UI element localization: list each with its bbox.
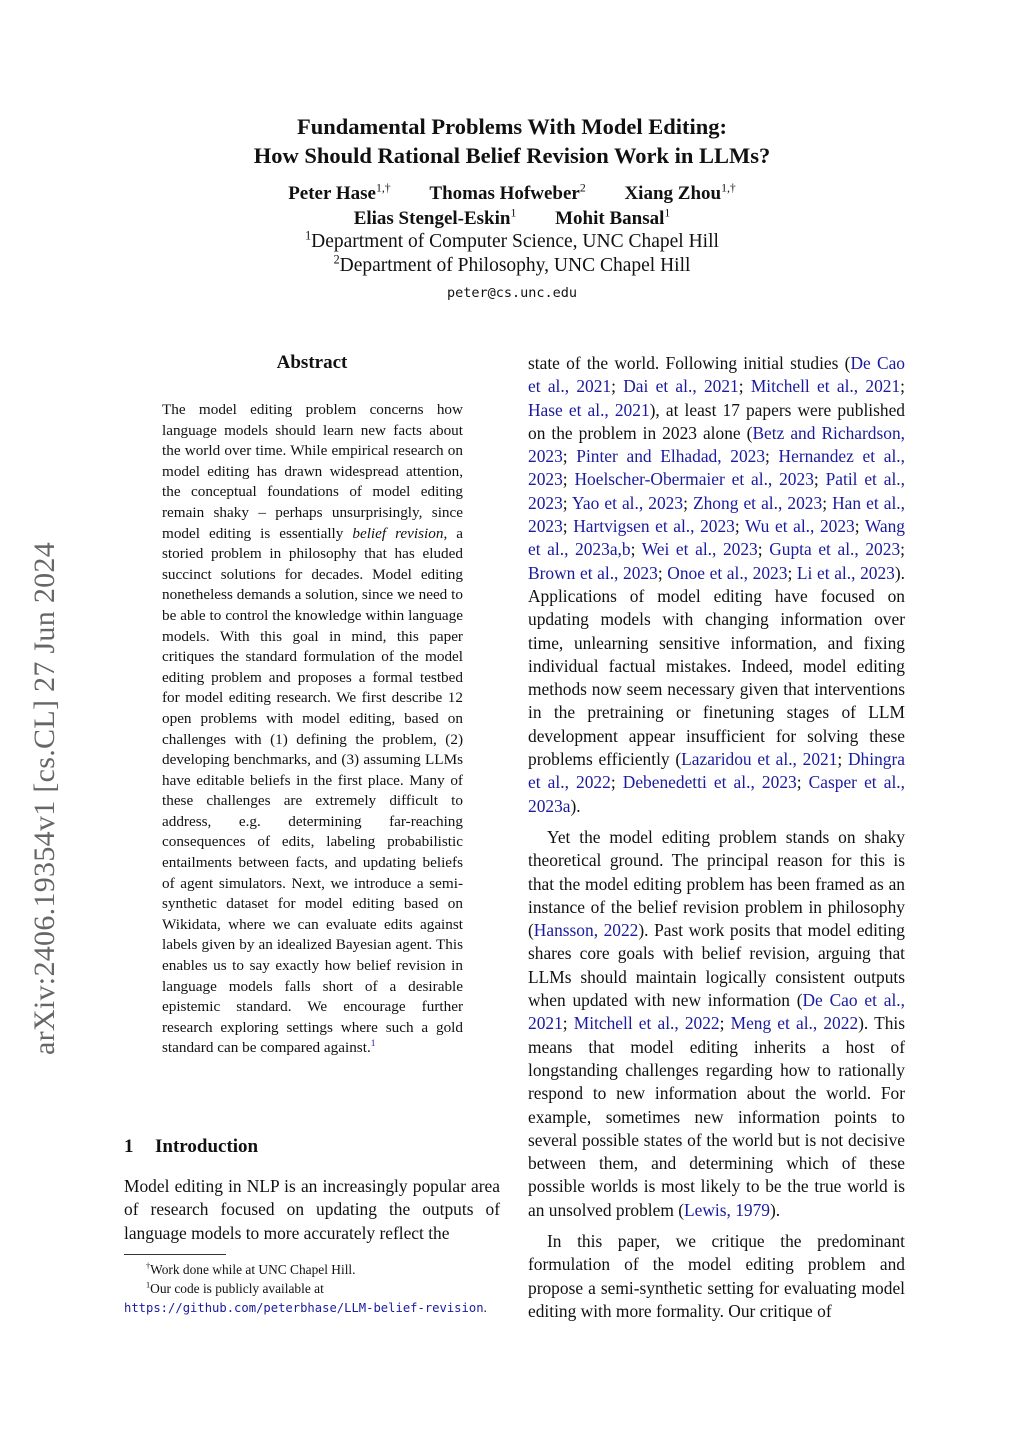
right-paragraph-2 xyxy=(528,826,905,1222)
citation-link[interactable]: Han et al., 2023 xyxy=(528,492,906,537)
paragraph-text: ). xyxy=(769,1199,781,1220)
footnote-text: . xyxy=(483,1300,487,1315)
title-line-1: Fundamental Problems With Model Editing: xyxy=(296,114,728,139)
abstract-body xyxy=(162,400,463,1059)
affiliation-mark: 2 xyxy=(333,252,340,267)
abstract-heading: Abstract xyxy=(276,352,348,373)
author-name: Thomas Hofweber xyxy=(429,183,580,204)
author-affil-mark: 1,† xyxy=(375,181,391,195)
author-affil-mark: 2 xyxy=(579,181,586,195)
section-title: Introduction xyxy=(155,1136,259,1157)
citation-link[interactable]: Hoelscher-Obermaier et al., 2023 xyxy=(574,469,814,490)
author-affil-mark: 1 xyxy=(664,206,671,220)
affiliation xyxy=(0,254,1024,278)
footnote-text: Our code is publicly available at xyxy=(150,1281,324,1296)
paragraph-text: state of the world. Following initial studies ( xyxy=(528,353,851,373)
paragraph-text: ). This means that model editing inherits a host of longstanding challenges regarding how to rationally respond to new information about the world. For example, sometimes new information points to several possible states of the world but is not decisive between them, and determining which of these possible worlds is most likely to be the true world is an unsolved problem ( xyxy=(528,1013,906,1220)
section-number: 1 xyxy=(124,1136,134,1157)
paragraph-text: ), at least 17 papers were published on the problem in 2023 alone ( xyxy=(528,399,905,443)
citation-link[interactable]: Dai et al., 2021 xyxy=(623,376,739,397)
section-heading-introduction xyxy=(124,1136,258,1158)
paragraph-text: ; xyxy=(611,376,624,397)
paragraph-text: ; xyxy=(813,469,826,490)
citation-link[interactable]: Lazaridou et al., 2021 xyxy=(681,749,838,770)
abstract-emphasis: belief revision xyxy=(352,524,444,542)
footnote-text: Work done while at UNC Chapel Hill. xyxy=(150,1262,356,1277)
arxiv-sidebar xyxy=(28,455,68,1055)
author-name: Mohit Bansal xyxy=(555,208,665,229)
citation-link[interactable]: Patil et al., 2023 xyxy=(528,469,905,513)
paragraph-text: ; xyxy=(796,772,809,793)
paragraph-text: ; xyxy=(562,1013,574,1034)
citation-link[interactable]: Dhingra et al., 2022 xyxy=(528,749,905,793)
paragraph-text: ; xyxy=(900,376,905,397)
contact-email: peter@cs.unc.edu xyxy=(446,285,578,301)
citation-link[interactable]: Betz and Richardson, 2023 xyxy=(528,422,905,467)
footnote-mark: † xyxy=(146,1261,151,1271)
footnote-rule xyxy=(124,1254,226,1255)
citation-link[interactable]: Wu et al., 2023 xyxy=(744,516,855,537)
author xyxy=(624,181,735,206)
abstract-text: , a storied problem in philosophy that has eluded succinct solutions for decades. Model editing nonetheless demands a solution, since we need to be able to control the knowledge within language models. With this goal in mind, this paper critiques the standard formulation of the model editing problem and proposes a formal testbed for model editing research. We first describe 12 open problems with model editing, based on challenges with (1) defining the problem, (2) developing benchmarks, and (3) assuming LLMs have editable beliefs in the first place. Many of these challenges are extremely difficult to address, e.g. determining far-reaching consequences of edits, labeling probabilistic entailments between facts, and updating beliefs of agent simulators. Next, we introduce a semi-synthetic dataset for model editing based on Wikidata, where we can evaluate edits against labels given by an idealized Bayesian agent. This enables us to say exactly how belief revision in language models falls short of a desirable epistemic standard. We encourage further research exploring settings where such a gold standard can be compared against. xyxy=(162,524,463,1057)
paragraph-text: ; xyxy=(822,492,833,513)
footnote-code xyxy=(124,1279,500,1318)
arxiv-identifier: arXiv:2406.19354v1 [cs.CL] 27 Jun 2024 xyxy=(28,541,61,1055)
paragraph-text: ; xyxy=(854,516,865,537)
affiliation xyxy=(0,230,1024,254)
author-affil-mark: 1,† xyxy=(721,181,736,195)
paragraph-text: ; xyxy=(719,1013,731,1034)
author-name: Xiang Zhou xyxy=(624,183,722,204)
paragraph-text: ; xyxy=(657,562,668,583)
citation-link[interactable]: Onoe et al., 2023 xyxy=(667,562,788,583)
affiliation-mark: 1 xyxy=(305,228,312,243)
paragraph-text: ; xyxy=(610,772,623,793)
citation-link[interactable]: Hartvigsen et al., 2023 xyxy=(573,516,735,537)
author-name: Elias Stengel-Eskin xyxy=(353,208,511,229)
citation-link[interactable]: Lewis, 1979 xyxy=(684,1199,770,1220)
citation-link[interactable]: Mitchell et al., 2022 xyxy=(573,1013,720,1034)
code-repository-link[interactable]: https://github.com/peterbhase/LLM-belief-revision xyxy=(124,1301,484,1315)
paragraph-text: In this paper, we critique the predominant formulation of the model editing problem and propose a semi-synthetic setting for evaluating model editing with more formality. Our critique of xyxy=(528,1230,905,1321)
paragraph-text: ; xyxy=(562,516,574,537)
abstract-text: The model editing problem concerns how language models should learn new facts about the world over time. While empirical research on model editing has drawn widespread attention, the conceptual foundations of model editing remain shaky – perhaps unsurprisingly, since model editing is essentially xyxy=(162,401,463,542)
citation-link[interactable]: Mitchell et al., 2021 xyxy=(750,376,901,397)
right-paragraph-1 xyxy=(528,352,905,818)
paragraph-text: ; xyxy=(734,516,745,537)
paragraph-text: Yet the model editing problem stands on shaky theoretical ground. The principal reason for this is that the model editing problem has been framed as an instance of the belief revision problem in philosophy ( xyxy=(528,826,905,941)
citation-link[interactable]: Brown et al., 2023 xyxy=(528,562,658,583)
affiliations xyxy=(0,230,1024,278)
paragraph-text: ). xyxy=(570,795,581,816)
citation-link[interactable]: Meng et al., 2022 xyxy=(730,1013,859,1034)
author-affil-mark: 1 xyxy=(510,206,517,220)
affiliation-text: Department of Philosophy, UNC Chapel Hill xyxy=(339,255,691,276)
paragraph-text: ; xyxy=(562,446,577,467)
author-list xyxy=(0,181,1024,231)
paragraph-text: ; xyxy=(562,469,575,490)
author-name: Peter Hase xyxy=(288,183,376,204)
author xyxy=(429,181,585,206)
citation-link[interactable]: Gupta et al., 2023 xyxy=(769,539,901,560)
paragraph-text: ; xyxy=(765,446,779,467)
citation-link[interactable]: Casper et al., 2023a xyxy=(528,772,905,816)
paragraph-text: ; xyxy=(787,562,797,583)
citation-link[interactable]: Wang et al., 2023a,b xyxy=(528,516,905,560)
paragraph-text: ; xyxy=(757,539,770,560)
citation-link[interactable]: Debenedetti et al., 2023 xyxy=(622,772,797,793)
paragraph-text: ; xyxy=(900,539,905,560)
right-column xyxy=(528,352,905,1331)
author xyxy=(288,181,390,206)
paragraph-text: ). Past work posits that model editing shares core goals with belief revision, arguing that LLMs should maintain logically consistent outputs when updated with new information ( xyxy=(528,920,905,1011)
citation-link[interactable]: Pinter and Elhadad, 2023 xyxy=(576,446,766,467)
paragraph-text: ; xyxy=(630,539,642,560)
introduction-paragraph: Model editing in NLP is an increasingly popular area of research focused on updating the outputs of language models to more accurately reflect the xyxy=(124,1176,500,1243)
citation-link[interactable]: De Cao et al., 2021 xyxy=(528,353,905,397)
footnote-link-1[interactable]: 1 xyxy=(370,1039,376,1050)
author xyxy=(555,206,670,231)
paragraph-text: ; xyxy=(738,376,751,397)
citation-link[interactable]: Yao et al., 2023 xyxy=(572,492,684,513)
affiliation-text: Department of Computer Science, UNC Chapel Hill xyxy=(311,231,719,252)
citation-link[interactable]: Wei et al., 2023 xyxy=(641,539,758,560)
citation-link[interactable]: Hansson, 2022 xyxy=(533,920,639,941)
paragraph-text: ; xyxy=(562,492,573,513)
citation-link[interactable]: Hernandez et al., 2023 xyxy=(528,446,905,490)
citation-link[interactable]: Zhong et al., 2023 xyxy=(692,492,823,513)
footnotes xyxy=(124,1260,500,1318)
paragraph-text: ; xyxy=(837,749,848,770)
title-line-2: How Should Rational Belief Revision Work in LLMs? xyxy=(253,143,771,168)
citation-link[interactable]: Hase et al., 2021 xyxy=(528,399,650,420)
paragraph-text: ). Applications of model editing have focused on updating models with changing information over time, unlearning sensitive information, and fixing individual factual mistakes. Indeed, model editing methods now seem necessary given that interventions in the pretraining or finetuning stages of LLM development appear insufficient for solving these problems efficiently ( xyxy=(528,562,905,770)
right-paragraph-3 xyxy=(528,1230,905,1323)
citation-link[interactable]: Li et al., 2023 xyxy=(796,562,895,583)
footnote-dagger xyxy=(124,1260,500,1279)
paper-title xyxy=(0,112,1024,170)
author xyxy=(354,206,517,231)
citation-link[interactable]: De Cao et al., 2021 xyxy=(528,990,905,1034)
paragraph-text: ; xyxy=(683,492,693,513)
footnote-mark: 1 xyxy=(146,1280,151,1290)
